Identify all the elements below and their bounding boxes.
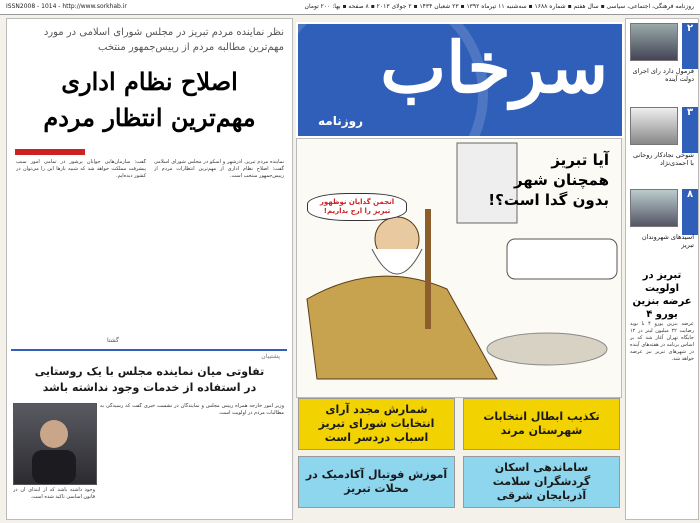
portrait-caption: وجود داشته باشد که از ابتدای آن در قانون اساسی تاکید شده است. xyxy=(13,487,95,500)
second-kicker: پشتیبان xyxy=(261,353,280,360)
side-caption-3[interactable]: اسیدهای شهروندان تبریز xyxy=(641,233,694,249)
thumb-photo-2[interactable] xyxy=(630,107,678,145)
lead-kicker: نظر نماینده مردم تبریز در مجلس شورای اسلامی در مورد مهم‌ترین مطالبه مردم از رییس‌جمهور منتخب xyxy=(43,27,284,53)
box-marand-election[interactable]: تکذیب ابطال انتخابات شهرستان مرند xyxy=(463,398,620,450)
box-recount[interactable]: شمارش مجدد آرای انتخابات شورای تبریز اسباب دردسر است xyxy=(298,398,455,450)
box-health-tourism[interactable]: ساماندهی اسکان گردشگران سلامت آذربایجان شرقی xyxy=(463,456,620,508)
lead-headline-1[interactable]: اصلاح نظام اداری xyxy=(61,67,238,96)
issue-info: روزنامه فرهنگی، اجتماعی، سیاسی ▪ سال هفتم ▪ شماره ۱۶۸۸ ▪ سه‌شنبه ۱۱ تیرماه ۱۳۹۲ ▪ ۲۳ شعبان ۱۴۳۴ ▪ ۲ جولای ۲۰۱۳ ▪ ۸ صفحه ▪ بها: ۲۰۰ تومان xyxy=(304,3,694,10)
lead-headline-2[interactable]: مهم‌ترین انتظار مردم xyxy=(43,103,256,132)
cartoon-sign: انجمن گدایان نوظهور تبریز را ارج بداریم! xyxy=(307,193,407,221)
box-football[interactable]: آموزش فوتبال آکادمیک در محلات تبریز xyxy=(298,456,455,508)
right-sidebar xyxy=(625,18,699,520)
issn-website: ISSN2008 - 1014 - http://www.sorkhab.ir xyxy=(6,3,127,10)
lead-body-right: نماینده مردم تبریز، آذرشهر و اسکو در مجلس شورای اسلامی گفت: اصلاح نظام اداری از مهم‌ترین انتظارات مردم از رییس‌جمهور منتخب است. xyxy=(154,159,284,179)
cartoon-question-2: همچنان شهر xyxy=(513,171,609,189)
masthead xyxy=(296,22,624,138)
page-badge-2: ۲ xyxy=(682,23,698,69)
cartoon-question-1: آیا تبریز xyxy=(551,151,609,169)
person-icon xyxy=(14,404,96,484)
lead-byline: گشتا xyxy=(107,337,119,344)
thumb-photo-3[interactable] xyxy=(630,189,678,227)
side-caption-2[interactable]: شوخی نجادکار روحانی با احمدی‌نژاد xyxy=(633,151,694,167)
page-badge-3: ۳ xyxy=(682,107,698,153)
second-body: وزیر امور خارجه همراه رییس مجلس و نمایندگان در نشست خبری گفت که رسیدگی به مطالبات مردم در اولویت است. xyxy=(100,403,284,416)
cartoon-question-3: بدون گدا است؟! xyxy=(488,191,609,209)
lead-body-left: گفت: سازمان‌هایی جوانان پرشور در تمامی امور سبب پیشرفت مملکت خواهد شد که شبیه بارها این را می‌توان در کشور دیده‌ایم. xyxy=(16,159,146,179)
newspaper-logo[interactable]: سرخاب xyxy=(380,26,608,109)
side-headline[interactable]: تبریز در اولویت عرضه بنزین یورو ۴ xyxy=(632,270,692,320)
side-body: عرضه بنزین یورو ۴ با نوید رضایت ۲۲ میلیون لیتر در ۱۲ جایگاه تهران آغاز شد که بر اساس برنامه در هفته‌های آینده در شهرهای تبریز نیز عرضه خواهد شد. xyxy=(630,321,694,362)
divider xyxy=(11,349,287,351)
second-headline-1[interactable]: تفاوتی میان نماینده مجلس با یک روستایی xyxy=(34,365,265,378)
top-info-bar xyxy=(0,0,700,15)
portrait-photo xyxy=(13,403,97,485)
masthead-subtitle: روزنامه xyxy=(318,114,363,128)
lead-column xyxy=(6,18,293,520)
red-box xyxy=(15,149,85,155)
editorial-cartoon[interactable] xyxy=(296,138,622,398)
thumb-photo-1[interactable] xyxy=(630,23,678,61)
second-headline-2[interactable]: در استفاده از خدمات وجود نداشته باشد xyxy=(42,381,257,394)
side-caption-1[interactable]: فرمول دارد رای اجرای دولت آینده xyxy=(632,67,694,83)
page-badge-8: ۸ xyxy=(682,189,698,235)
